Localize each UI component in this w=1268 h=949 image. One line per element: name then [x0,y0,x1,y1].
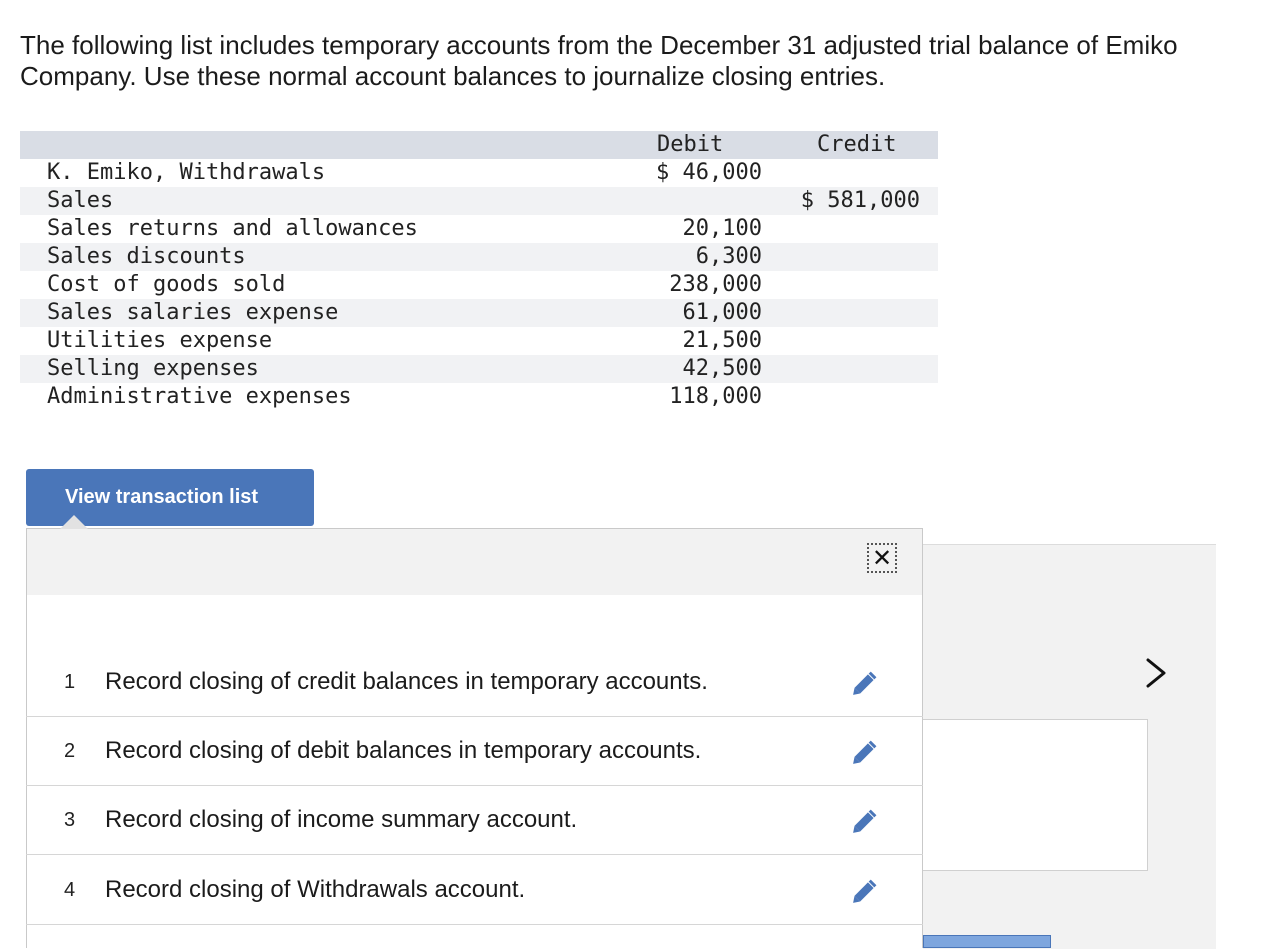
pencil-icon[interactable] [846,737,880,771]
account-name: K. Emiko, Withdrawals [47,160,326,185]
item-text: Record closing of debit balances in temporary accounts. [105,737,702,764]
pencil-icon[interactable] [846,806,880,840]
account-name: Cost of goods sold [47,272,286,297]
item-number: 1 [64,671,76,693]
item-text: Record closing of Withdrawals account. [105,876,526,903]
account-name: Utilities expense [47,328,273,353]
account-name: Sales salaries expense [47,300,339,325]
debit-value: $ 46,000 [656,160,762,185]
account-name: Sales discounts [47,244,246,269]
table-row [20,215,938,243]
table-row [20,383,938,411]
debit-value: 42,500 [682,356,762,381]
account-name: Sales [47,188,114,213]
debit-value: 6,300 [695,244,762,269]
table-row [20,299,938,327]
item-number: 4 [64,879,76,901]
table-row [20,159,938,187]
debit-value: 238,000 [669,272,762,297]
table-row [20,327,938,355]
transaction-list-item[interactable] [26,786,923,855]
close-icon[interactable]: ✕ [867,543,897,573]
item-number: 2 [64,740,76,762]
table-row [20,355,938,383]
item-text: Record closing of credit balances in temporary accounts. [105,668,708,695]
popup-caret [60,515,88,529]
table-row [20,271,938,299]
item-number: 3 [64,809,76,831]
table-header-row [20,131,938,159]
popup-header [27,529,922,595]
pencil-icon[interactable] [846,876,880,910]
transaction-list-item[interactable] [26,856,923,925]
transaction-list-item[interactable] [26,717,923,786]
pencil-icon[interactable] [846,668,880,702]
debit-value: 20,100 [682,216,762,241]
chevron-right-icon[interactable] [1140,656,1170,690]
item-text: Record closing of income summary account. [105,806,578,833]
debit-column-header: Debit [657,132,724,157]
account-name: Administrative expenses [47,384,352,409]
debit-value: 118,000 [669,384,762,409]
view-transaction-list-button[interactable]: View transaction list [26,469,314,526]
trial-balance-table [20,131,938,411]
account-name: Selling expenses [47,356,259,381]
debit-value: 61,000 [682,300,762,325]
transaction-list-item[interactable] [26,648,923,717]
table-row [20,243,938,271]
instructions-text: The following list includes temporary accounts from the December 31 adjusted trial balance of Emiko Company. Use these normal account balances to journalize closing entries. [20,30,1178,91]
background-button [923,935,1051,948]
table-row [20,187,938,215]
background-entry-box [923,719,1148,871]
credit-column-header: Credit [817,132,897,157]
account-name: Sales returns and allowances [47,216,418,241]
credit-value: $ 581,000 [800,188,920,213]
debit-value: 21,500 [682,328,762,353]
